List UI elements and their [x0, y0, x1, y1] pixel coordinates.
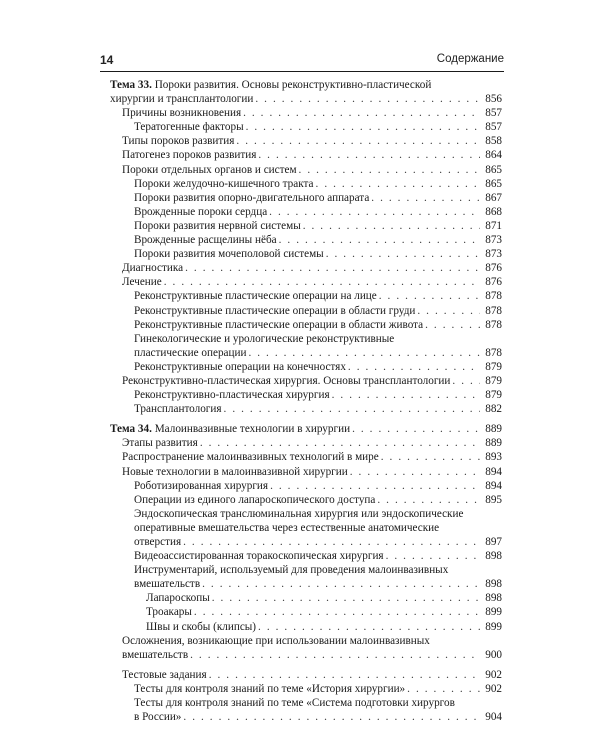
toc-entry-text: Троакары — [146, 606, 192, 619]
toc-entry[interactable] — [110, 668, 502, 682]
dot-leader — [246, 120, 480, 134]
dot-leader — [352, 422, 480, 436]
dot-leader — [299, 163, 480, 177]
toc-page-number: 879 — [485, 389, 502, 402]
toc-entry-text: Тератогенные факторы — [134, 121, 244, 134]
toc-page-number: 904 — [485, 711, 502, 724]
toc-entry-text: Пороки отдельных органов и систем — [122, 163, 297, 176]
toc-entry[interactable] — [110, 120, 502, 134]
toc-entry-text: оперативные вмешательства через естественные анатомические — [134, 521, 440, 534]
toc-entry[interactable] — [110, 479, 502, 493]
toc-entry-text: Типы пороков развития — [122, 135, 235, 148]
toc-page-number: 878 — [485, 318, 502, 331]
toc-page-number: 857 — [485, 107, 502, 120]
dot-leader — [407, 682, 480, 696]
toc-page-number: 894 — [485, 465, 502, 478]
toc-entry-text: Причины возникновения — [122, 107, 242, 120]
toc-page-number: 897 — [485, 536, 502, 548]
toc-entry-text: Реконструктивные пластические операции на лице — [134, 290, 377, 303]
dot-leader — [224, 402, 480, 416]
dot-leader — [255, 92, 480, 106]
toc-entry[interactable] — [110, 549, 502, 563]
dot-leader — [183, 710, 480, 724]
toc-page-number: 899 — [485, 606, 502, 619]
toc-entry[interactable] — [110, 436, 502, 450]
toc-entry-text: в России» — [134, 711, 182, 724]
toc-entry[interactable] — [110, 620, 502, 634]
toc-entry[interactable] — [110, 493, 502, 507]
toc-entry[interactable] — [110, 374, 502, 388]
toc-entry-text: Трансплантология — [134, 403, 222, 416]
toc-entry[interactable] — [110, 275, 502, 289]
toc-entry-text: вмешательств — [122, 648, 189, 661]
dot-leader — [209, 668, 480, 682]
dot-leader — [183, 535, 480, 549]
toc-page-number: 889 — [485, 423, 502, 436]
header-rule — [100, 71, 504, 72]
toc-entry[interactable] — [110, 696, 502, 724]
dot-leader — [248, 346, 480, 360]
dot-leader — [316, 177, 480, 191]
toc-topic-entry[interactable] — [110, 78, 502, 106]
toc-page-number: 876 — [485, 276, 502, 289]
toc-entry[interactable] — [110, 148, 502, 162]
toc-page-number: 858 — [485, 135, 502, 148]
toc-entry-text: Роботизированная хирургия — [134, 479, 269, 492]
toc-entry[interactable] — [110, 261, 502, 275]
toc-page-number: 900 — [485, 648, 502, 661]
toc-page-number: 902 — [485, 682, 502, 695]
toc-page-number: 865 — [485, 163, 502, 176]
toc-entry[interactable] — [110, 682, 502, 696]
toc-page-number: 898 — [485, 578, 502, 591]
dot-leader — [194, 605, 480, 619]
dot-leader — [279, 233, 480, 247]
toc-entry-text: Диагностика — [122, 262, 184, 275]
page-number: 14 — [100, 53, 114, 67]
dot-leader — [164, 275, 480, 289]
dot-leader — [212, 591, 480, 605]
toc-entry-text: Новые технологии в малоинвазивной хирургии — [122, 465, 348, 478]
toc-entry[interactable] — [110, 318, 502, 332]
toc-page-number: 878 — [485, 290, 502, 303]
toc-entry[interactable] — [110, 233, 502, 247]
toc-entry-text: Этапы развития — [122, 437, 198, 450]
toc-entry-text: Реконструктивные операции на конечностях — [134, 360, 346, 373]
dot-leader — [332, 388, 480, 402]
toc-page-number: 894 — [485, 479, 502, 492]
toc-entry-text: Патогенез пороков развития — [122, 149, 257, 162]
toc-page-number: 899 — [485, 620, 502, 633]
dot-leader — [377, 493, 480, 507]
toc-entry[interactable] — [110, 634, 502, 662]
toc-entry[interactable] — [110, 563, 502, 591]
toc-entry[interactable] — [110, 388, 502, 402]
toc-page-number: 878 — [485, 346, 502, 359]
dot-leader — [269, 205, 480, 219]
dot-leader — [303, 219, 480, 233]
toc-entry-text: Тестовые задания — [122, 668, 207, 681]
toc-entry[interactable] — [110, 591, 502, 605]
running-title: Содержание — [436, 53, 504, 65]
toc-entry[interactable] — [110, 465, 502, 479]
toc-page-number: 893 — [485, 451, 502, 464]
toc-entry-text: Тесты для контроля знаний по теме «Система подготовки хирургов — [134, 697, 455, 710]
toc-page-number: 882 — [485, 403, 502, 416]
dot-leader — [326, 247, 480, 261]
toc-entry-text: Распространение малоинвазивных технологий в мире — [122, 451, 379, 464]
toc-entry-text: вмешательств — [134, 578, 201, 591]
toc-entry-text: Видеоассистированная торакоскопическая хирургия — [134, 550, 384, 563]
dot-leader — [202, 577, 480, 591]
toc-entry-text: Инструментарий, используемый для проведения малоинвазивных — [134, 564, 449, 577]
toc-entry[interactable] — [110, 205, 502, 219]
toc-entry[interactable] — [110, 605, 502, 619]
dot-leader — [190, 648, 480, 662]
table-of-contents — [110, 78, 502, 724]
toc-entry-text: Лечение — [122, 276, 162, 289]
dot-leader — [371, 191, 480, 205]
toc-entry-text: Реконструктивно-пластическая хирургия. Основы трансплантологии — [122, 374, 451, 387]
toc-entry[interactable] — [110, 289, 502, 303]
toc-entry-text: Гинекологические и урологические реконструктивные — [134, 332, 395, 345]
dot-leader — [243, 106, 480, 120]
dot-leader — [258, 620, 480, 634]
toc-entry[interactable] — [110, 177, 502, 191]
toc-page-number: 889 — [485, 437, 502, 450]
toc-page-number: 898 — [485, 550, 502, 563]
toc-page-number: 879 — [485, 360, 502, 373]
toc-page-number: 878 — [485, 304, 502, 317]
toc-entry[interactable] — [110, 247, 502, 261]
dot-leader — [381, 450, 480, 464]
dot-leader — [350, 465, 480, 479]
toc-entry[interactable] — [110, 360, 502, 374]
toc-page-number: 867 — [485, 191, 502, 204]
dot-leader — [270, 479, 480, 493]
toc-entry[interactable] — [110, 191, 502, 205]
toc-entry[interactable] — [110, 134, 502, 148]
toc-page-number: 873 — [485, 234, 502, 247]
toc-entry[interactable] — [110, 332, 502, 360]
toc-topic-entry[interactable] — [110, 422, 502, 436]
page-header — [100, 42, 504, 72]
toc-page-number: 871 — [485, 219, 502, 232]
toc-page-number: 879 — [485, 374, 502, 387]
toc-page-number: 898 — [485, 592, 502, 605]
toc-entry[interactable] — [110, 402, 502, 416]
toc-page-number: 868 — [485, 205, 502, 218]
toc-entry-text: Пороки желудочно-кишечного тракта — [134, 177, 314, 190]
dot-leader — [258, 148, 480, 162]
toc-entry-text: Реконструктивно-пластическая хирургия — [134, 389, 330, 402]
dot-leader — [200, 436, 480, 450]
dot-leader — [417, 304, 480, 318]
dot-leader — [452, 374, 480, 388]
dot-leader — [379, 289, 480, 303]
toc-entry[interactable] — [110, 219, 502, 233]
toc-entry-text: Эндоскопическая транслюминальная хирургия или эндоскопические — [134, 507, 464, 520]
toc-entry-text: Пороки развития мочеполовой системы — [134, 248, 324, 261]
toc-entry[interactable] — [110, 507, 502, 549]
toc-page-number: 856 — [485, 93, 502, 106]
toc-page-number: 895 — [485, 493, 502, 506]
dot-leader — [425, 318, 480, 332]
toc-entry-text: Тема 33. Пороки развития. Основы реконструктивно-пластической — [110, 79, 432, 91]
toc-entry-text: пластические операции — [134, 346, 247, 359]
toc-entry-text: Тесты для контроля знаний по теме «История хирургии» — [134, 682, 406, 695]
toc-page-number: 873 — [485, 248, 502, 261]
toc-page-number: 902 — [485, 668, 502, 681]
toc-entry-text: отверстия — [134, 536, 182, 548]
toc-entry-text: Операции из единого лапароскопического доступа — [134, 493, 376, 506]
toc-entry-text: Тема 34. Малоинвазивные технологии в хирургии — [110, 423, 351, 436]
toc-entry-text: Осложнения, возникающие при использовании малоинвазивных — [122, 634, 430, 647]
toc-page-number: 857 — [485, 121, 502, 134]
dot-leader — [348, 360, 480, 374]
toc-entry[interactable] — [110, 106, 502, 120]
toc-entry-text: Пороки развития нервной системы — [134, 219, 301, 232]
toc-entry[interactable] — [110, 304, 502, 318]
toc-page-number: 876 — [485, 262, 502, 275]
dot-leader — [386, 549, 480, 563]
toc-entry[interactable] — [110, 450, 502, 464]
dot-leader — [236, 134, 480, 148]
toc-entry-text: Реконструктивные пластические операции в области груди — [134, 304, 416, 317]
toc-entry-text: Швы и скобы (клипсы) — [146, 620, 257, 633]
toc-entry-text: Пороки развития опорно-двигательного аппарата — [134, 191, 370, 204]
toc-entry[interactable] — [110, 163, 502, 177]
toc-entry-text: Врожденные расщелины нёба — [134, 234, 277, 247]
toc-page-number: 864 — [485, 149, 502, 162]
dot-leader — [185, 261, 480, 275]
toc-page-number: 865 — [485, 177, 502, 190]
toc-entry-text: Врожденные пороки сердца — [134, 205, 268, 218]
toc-entry-text: Лапароскопы — [146, 592, 210, 605]
toc-entry-text: Реконструктивные пластические операции в области живота — [134, 318, 424, 331]
toc-entry-text: хирургии и трансплантологии — [110, 93, 254, 106]
